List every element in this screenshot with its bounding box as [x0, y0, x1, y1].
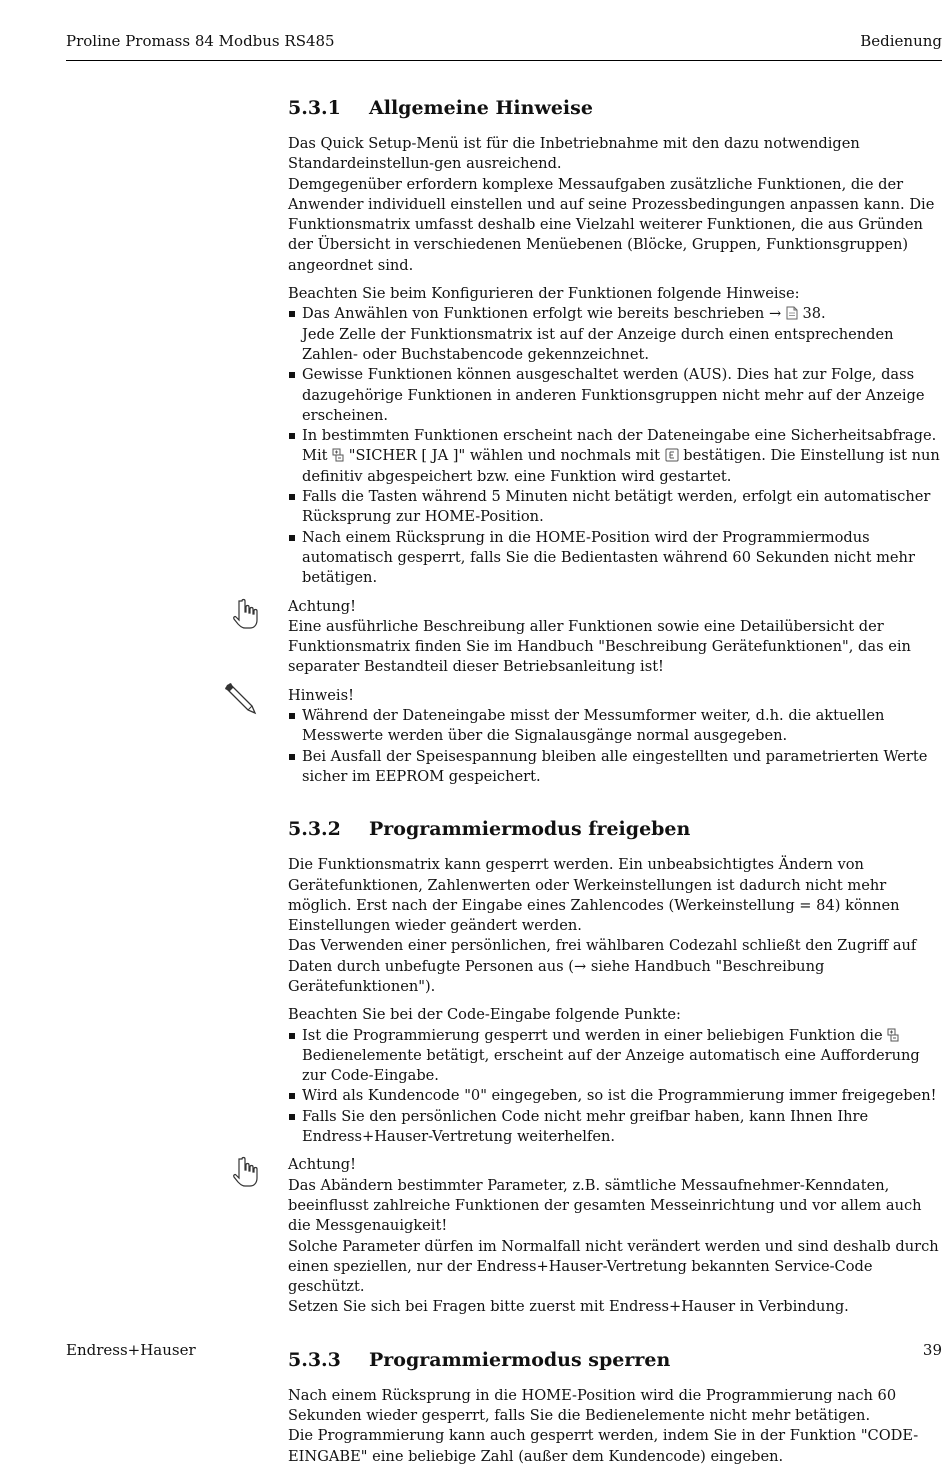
list-item — [288, 304, 943, 365]
paragraph: Das Verwenden einer persönlichen, frei wählbaren Codezahl schließt den Zugriff auf Daten durch unbefugte Personen aus (→ siehe Handbuch "Beschreibung Gerätefunktionen"). — [288, 937, 917, 995]
header-title: Proline Promass 84 Modbus RS485 — [66, 32, 335, 50]
arrow-right-icon: → — [768, 305, 782, 323]
list-item: Gewisse Funktionen können ausgeschaltet werden (AUS). Dies hat zur Folge, dass dazugehörige Funktionen in anderen Funktionsgruppen nicht mehr auf der Anzeige erscheinen. — [288, 365, 943, 426]
list-item-text: "SICHER [ JA ]" wählen und nochmals mit — [348, 447, 660, 465]
caution-text: Solche Parameter dürfen im Normalfall nicht verändert werden und sind deshalb durch einen speziellen, nur der Endress+Hauser-Vertretung bekannten Service-Code geschützt. — [288, 1237, 939, 1296]
pointing-hand-icon — [232, 597, 262, 631]
section-number: 5.3.1 — [288, 97, 341, 119]
list-item: Falls Sie den persönlichen Code nicht mehr greifbar haben, kann Ihnen Ihre Endress+Hauser-Vertretung weiterhelfen. — [288, 1107, 943, 1148]
list-item-text: Mit — [302, 447, 328, 465]
list-item: Nach einem Rücksprung in die HOME-Position wird der Programmiermodus automatisch gesperrt, falls Sie die Bedientasten während 60 Sekunden nicht mehr betätigen. — [288, 528, 943, 589]
plus-minus-keys-icon — [332, 448, 344, 462]
list-item-text: bestätigen. Die Einstellung ist nun definitiv abgespeichert bzw. eine Funktion wird gestartet. — [302, 447, 940, 485]
section-number: 5.3.3 — [288, 1348, 341, 1371]
list-item-text: Ist die Programmierung gesperrt und werden in einer beliebigen Funktion die — [302, 1026, 883, 1044]
list-intro: Beachten Sie bei der Code-Eingabe folgende Punkte: — [288, 1006, 681, 1024]
page-content — [288, 96, 943, 1467]
section-title: Allgemeine Hinweise — [369, 97, 593, 119]
section-heading-5-3-1 — [288, 96, 943, 120]
page-number: 38. — [802, 305, 826, 323]
page-number: 39 — [922, 1341, 942, 1359]
paragraph: Die Programmierung kann auch gesperrt werden, indem Sie in der Funktion "CODE-EINGABE" eine beliebige Zahl (außer dem Kundencode) eingeben. — [288, 1427, 919, 1465]
list-item-text: In bestimmten Funktionen erscheint nach der Dateneingabe eine Sicherheitsabfrage. — [302, 427, 937, 445]
note-list — [288, 706, 943, 787]
caution-box — [288, 1155, 943, 1317]
note-box — [288, 686, 943, 787]
header-divider — [66, 60, 942, 61]
code-list — [288, 1026, 943, 1148]
caution-text: Eine ausführliche Beschreibung aller Funktionen sowie eine Detailübersicht der Funktionsmatrix finden Sie im Handbuch "Beschreibung Gerätefunktionen", das ein separater Bestandteil dieser Betriebsanleitung ist! — [288, 617, 911, 676]
list-item: Wird als Kundencode "0" eingegeben, so ist die Programmierung immer freigegeben! — [288, 1086, 943, 1106]
caution-text: Das Abändern bestimmter Parameter, z.B. sämtliche Messaufnehmer-Kenndaten, beeinflusst zahlreiche Funktionen der gesamten Messeinrichtung und vor allem auch die Messgenauigkeit! — [288, 1176, 922, 1235]
list-item: Falls die Tasten während 5 Minuten nicht betätigt werden, erfolgt ein automatischer Rücksprung zur HOME-Position. — [288, 487, 943, 528]
section-title: Programmiermodus sperren — [369, 1348, 671, 1371]
list-item-text: Bedienelemente betätigt, erscheint auf der Anzeige automatisch eine Aufforderung zur Code-Eingabe. — [302, 1046, 920, 1085]
list-item: Während der Dateneingabe misst der Messumformer weiter, d.h. die aktuellen Messwerte werden über die Signalausgänge normal ausgegeben. — [288, 706, 943, 747]
pencil-note-icon — [222, 680, 262, 720]
caution-box — [288, 597, 943, 678]
paragraph: Demgegenüber erfordern komplexe Messaufgaben zusätzliche Funktionen, die der Anwender individuell einstellen und auf seine Prozessbedingungen anpassen kann. Die Funktionsmatrix umfasst deshalb eine Vielzahl weiterer Funktionen, die aus Gründen der Übersicht in verschiedenen Menüebenen (Blöcke, Gruppen, Funktionsgruppen) angeordnet sind. — [288, 175, 935, 274]
section-title: Programmiermodus freigeben — [369, 818, 691, 841]
plus-minus-keys-icon — [887, 1028, 899, 1042]
list-item — [288, 426, 943, 487]
list-item: Bei Ausfall der Speisespannung bleiben alle eingestellten und parametrierten Werte sicher im EEPROM gespeichert. — [288, 747, 943, 788]
note-title: Hinweis! — [288, 686, 354, 704]
paragraph: Das Quick Setup-Menü ist für die Inbetriebnahme mit den dazu notwendigen Standardeinstellun-gen ausreichend. — [288, 135, 860, 173]
caution-title: Achtung! — [288, 1156, 356, 1174]
paragraph: Nach einem Rücksprung in die HOME-Position wird die Programmierung nach 60 Sekunden wieder gesperrt, falls Sie die Bedienelemente nicht mehr betätigen. — [288, 1386, 897, 1425]
footer-brand: Endress+Hauser — [66, 1341, 196, 1359]
hint-list — [288, 304, 943, 588]
section-heading-5-3-3 — [288, 1348, 943, 1372]
pointing-hand-icon — [232, 1155, 262, 1189]
caution-text: Setzen Sie sich bei Fragen bitte zuerst mit Endress+Hauser in Verbindung. — [288, 1298, 849, 1316]
page-reference-icon — [786, 306, 798, 320]
list-item-text: Das Anwählen von Funktionen erfolgt wie bereits beschrieben — [302, 305, 765, 323]
header-section: Bedienung — [860, 32, 942, 50]
list-item-text: Jede Zelle der Funktionsmatrix ist auf der Anzeige durch einen entsprechenden Zahlen- oder Buchstabencode gekennzeichnet. — [302, 325, 894, 363]
list-item — [288, 1026, 943, 1087]
section-heading-5-3-2 — [288, 817, 943, 841]
enter-key-icon — [665, 448, 679, 462]
list-intro: Beachten Sie beim Konfigurieren der Funktionen folgende Hinweise: — [288, 285, 800, 303]
paragraph: Die Funktionsmatrix kann gesperrt werden. Ein unbeabsichtigtes Ändern von Gerätefunktionen, Zahlenwerten oder Werkeinstellungen ist dadurch nicht mehr möglich. Erst nach der Eingabe eines Zahlencodes (Werkeinstellung = 84) können Einstellungen wieder geändert werden. — [288, 856, 900, 935]
caution-title: Achtung! — [288, 597, 356, 615]
section-number: 5.3.2 — [288, 818, 341, 841]
